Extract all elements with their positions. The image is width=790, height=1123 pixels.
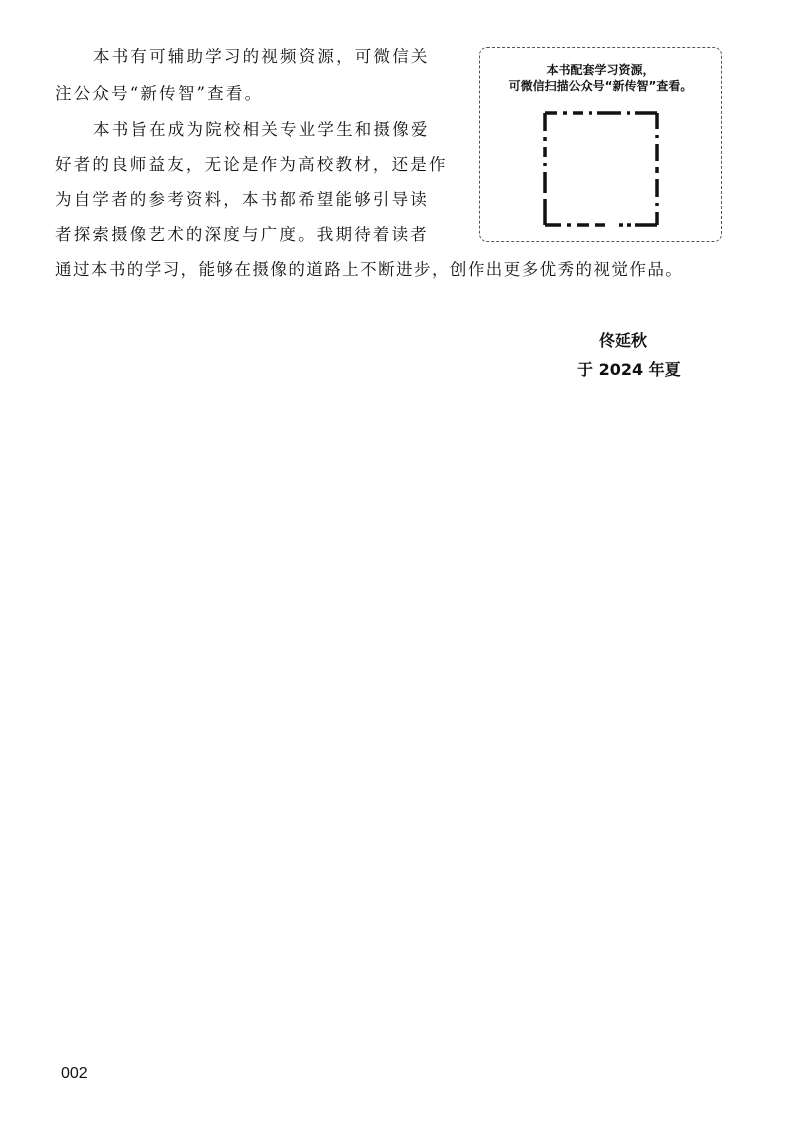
qr-code-placeholder-icon — [543, 111, 659, 227]
paragraph-2-line-2: 好者的良师益友，无论是作为高校教材，还是作 — [55, 155, 448, 174]
paragraph-2-line-3: 为自学者的参考资料，本书都希望能够引导读 — [55, 190, 429, 209]
paragraph-1-line-2: 注公众号“新传智”查看。 — [55, 84, 264, 103]
paragraph-2-line-5: 通过本书的学习，能够在摄像的道路上不断进步，创作出更多优秀的视觉作品。 — [55, 260, 684, 279]
qr-caption-line-2: 可微信扫描公众号“新传智”查看。 — [508, 79, 693, 93]
signature-date: 于 2024 年夏 — [577, 360, 681, 379]
paragraph-2-line-4: 者探索摄像艺术的深度与广度。我期待着读者 — [55, 225, 429, 244]
qr-resource-box — [479, 47, 722, 242]
paragraph-2-line-1: 本书旨在成为院校相关专业学生和摄像爱 — [93, 120, 430, 139]
author-name: 佟延秋 — [599, 331, 648, 350]
qr-caption-line-1: 本书配套学习资源， — [546, 63, 655, 77]
paragraph-1-line-1: 本书有可辅助学习的视频资源，可微信关 — [93, 47, 430, 66]
page-number: 002 — [61, 1065, 88, 1082]
